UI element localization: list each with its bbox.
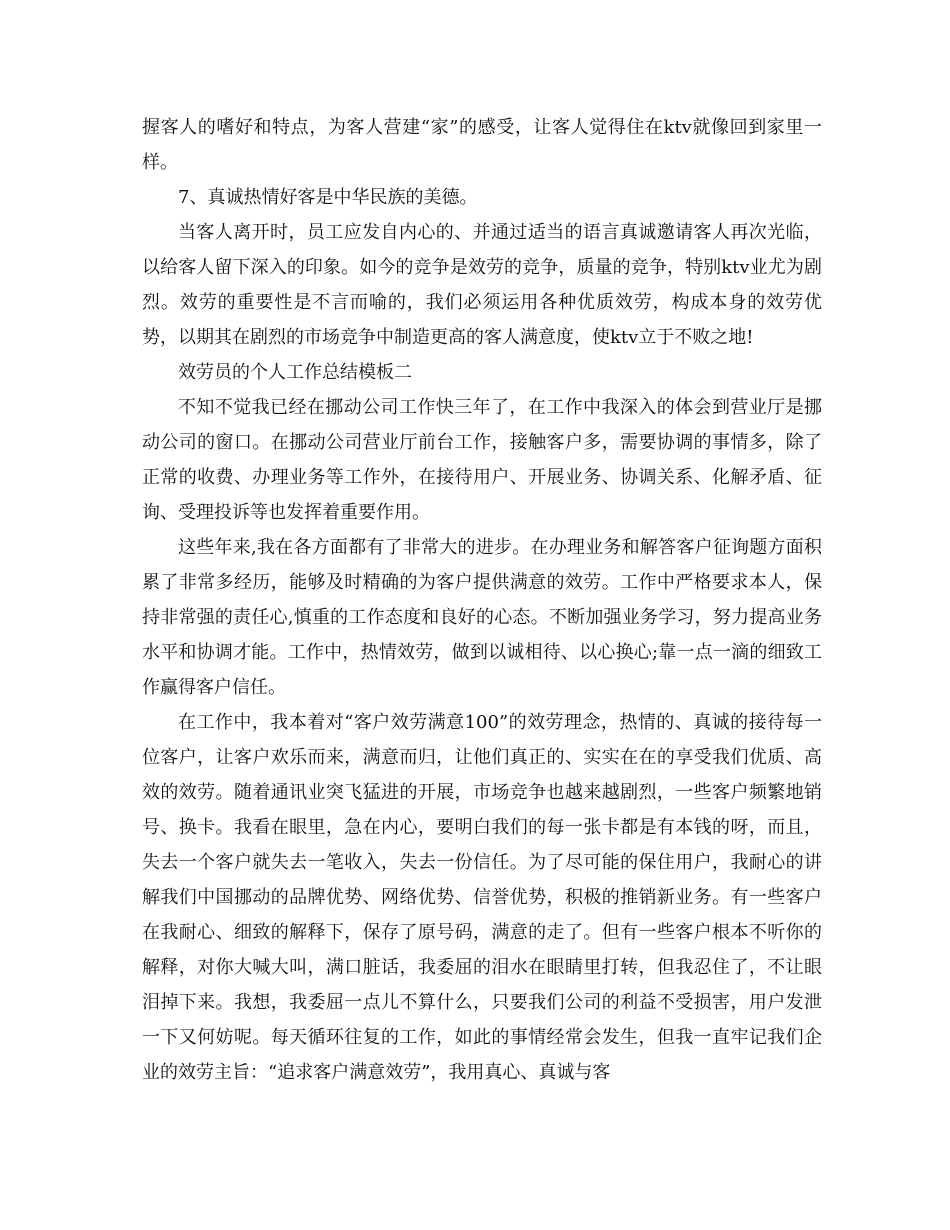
paragraph-3: 当客人离开时，员工应发自内心的、并通过适当的语言真诚邀请客人再次光临，以给客人留下深入的印象。如今的竞争是效劳的竞争，质量的竞争，特别ktv业尤为剧烈。效劳的重要性是不言而喻的，我们必须运用各种优质效劳，构成本身的效劳优势，以期其在剧烈的市场竞争中制造更高的客人满意度，使ktv立于不败之地! bbox=[142, 222, 822, 348]
section-heading: 效劳员的个人工作总结模板二 bbox=[178, 362, 412, 383]
paragraph-2: 7、真诚热情好客是中华民族的美德。 bbox=[178, 187, 478, 208]
paragraph-6: 这些年来,我在各方面都有了非常大的进步。在办理业务和解答客户征询题方面积累了非常多经历，能够及时精确的为客户提供满意的效劳。工作中严格要求本人，保持非常强的责任心,慎重的工作态度和良好的心态。不断加强业务学习，努力提高业务水平和协调才能。工作中，热情效劳，做到以诚相待、以心换心;靠一点一滴的细致工作赢得客户信任。 bbox=[142, 537, 822, 698]
paragraph-5: 不知不觉我已经在挪动公司工作快三年了，在工作中我深入的体会到营业厅是挪动公司的窗口。在挪动公司营业厅前台工作，接触客户多，需要协调的事情多，除了正常的收费、办理业务等工作外，在接待用户、开展业务、协调关系、化解矛盾、征询、受理投诉等也发挥着重要作用。 bbox=[142, 397, 822, 523]
paragraph-1: 握客人的嗜好和特点，为客人营建“家”的感受，让客人觉得住在ktv就像回到家里一样。 bbox=[142, 117, 822, 173]
paragraph-7: 在工作中，我本着对“客户效劳满意100”的效劳理念，热情的、真诚的接待每一位客户，让客户欢乐而来，满意而归，让他们真正的、实实在在的享受我们优质、高效的效劳。随着通讯业突飞猛进的开展，市场竞争也越来越剧烈，一些客户频繁地销号、换卡。我看在眼里，急在内心，要明白我们的每一张卡都是有本钱的呀，而且，失去一个客户就失去一笔收入，失去一份信任。为了尽可能的保住用户，我耐心的讲解我们中国挪动的品牌优势、网络优势、信誉优势，积极的推销新业务。有一些客户在我耐心、细致的解释下，保存了原号码，满意的走了。但有一些客户根本不听你的解释，对你大喊大叫，满口脏话，我委屈的泪水在眼睛里打转，但我忍住了，不让眼泪掉下来。我想，我委屈一点儿不算什么，只要我们公司的利益不受损害，用户发泄一下又何妨呢。每天循环往复的工作，如此的事情经常会发生，但我一直牢记我们企业的效劳主旨：“追求客户满意效劳”，我用真心、真诚与客 bbox=[142, 712, 822, 1083]
document-body bbox=[142, 110, 822, 1090]
